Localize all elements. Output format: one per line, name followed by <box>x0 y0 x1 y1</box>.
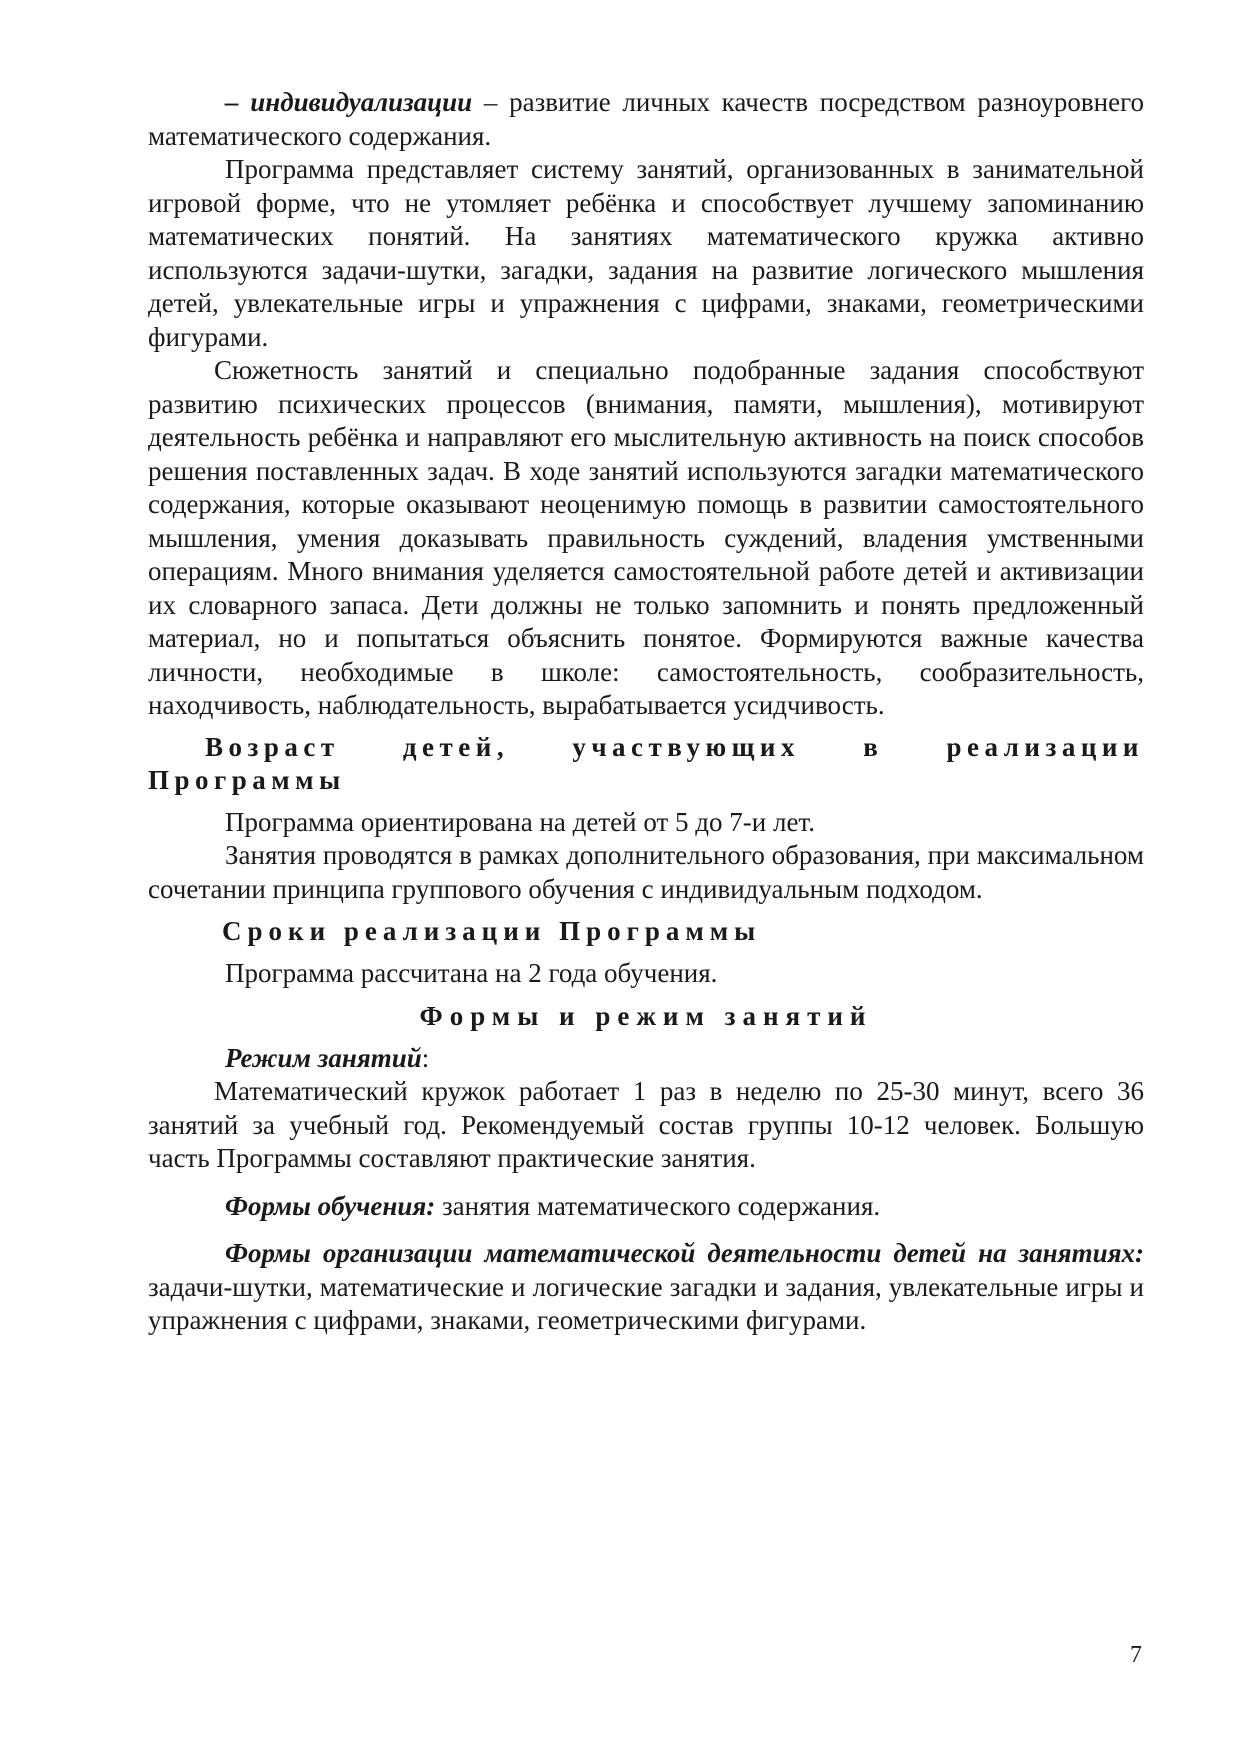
intro-paragraph <box>148 86 1144 153</box>
paragraph-age-classes: Занятия проводятся в рамках дополнительного образования, при максимальном сочетании принципа группового обучения с индивидуальным подходом. <box>148 840 1144 904</box>
forms-label: Формы обучения: <box>225 1190 436 1221</box>
heading-age: Возраст детей, участвующих в реализации Программы <box>148 731 1144 795</box>
mode-colon: : <box>421 1042 430 1073</box>
paragraph-mode: Математический кружок работает 1 раз в неделю по 25-30 минут, всего 36 занятий за учебный год. Рекомендуемый состав группы 10-12 человек. Большую часть Программы составляют практические занятия. <box>148 1076 1144 1173</box>
mode-label: Режим занятий <box>225 1042 422 1073</box>
heading-forms: Формы и режим занятий <box>419 1001 873 1031</box>
paragraph-plot: Сюжетность занятий и специально подобранные задания способствуют развитию психических процессов (внимания, памяти, мышления), мотивируют деятельность ребёнка и направляют его мыслительную активность на поиск способов решения поставленных задач. В ходе занятий используются загадки математического содержания, которые оказывают неоценимую помощь в развитии самостоятельного мышления, умения доказывать правильность суждений, владения умственными операциям. Много внимания уделяется самостоятельной работе детей и активизации их словарного запаса. Дети должны не только запомнить и понять предложенный материал, но и попытаться объяснить понятое. Формируются важные качества личности, необходимые в школе: самостоятельность, сообразительность, находчивость, наблюдательность, вырабатывается усидчивость. <box>148 355 1144 720</box>
page-number: 7 <box>1130 1642 1142 1668</box>
paragraph-terms: Программа рассчитана на 2 года обучения. <box>225 957 718 988</box>
paragraph-org <box>148 1237 1144 1338</box>
paragraph-forms <box>148 1190 1144 1224</box>
org-text: задачи-шутки, математические и логические загадки и задания, увлекательные игры и упражнения с цифрами, знаками, геометрическими фигурами. <box>148 1271 1144 1335</box>
org-label: Формы организации математической деятельности детей на занятиях: <box>225 1238 1144 1268</box>
paragraph-program: Программа представляет систему занятий, организованных в занимательной игровой форме, что не утомляет ребёнка и способствует лучшему запоминанию математических понятий. На занятиях математического кружка активно используются задачи-шутки, загадки, задания на развитие логического мышления детей, увлекательные игры и упражнения с цифрами, знаками, геометрическими фигурами. <box>148 154 1144 352</box>
intro-text: – развитие личных качеств посредством разноуровнего математического содержания. <box>148 87 1144 151</box>
intro-dash: – <box>225 87 239 117</box>
intro-term: индивидуализации <box>250 87 473 117</box>
heading-terms: Сроки реализации Программы <box>222 916 762 946</box>
forms-text: занятия математического содержания. <box>435 1190 881 1221</box>
paragraph-age-target: Программа ориентирована на детей от 5 до 7-и лет. <box>225 806 815 837</box>
mode-label-line <box>148 1042 1144 1076</box>
document-page <box>148 86 1144 1338</box>
